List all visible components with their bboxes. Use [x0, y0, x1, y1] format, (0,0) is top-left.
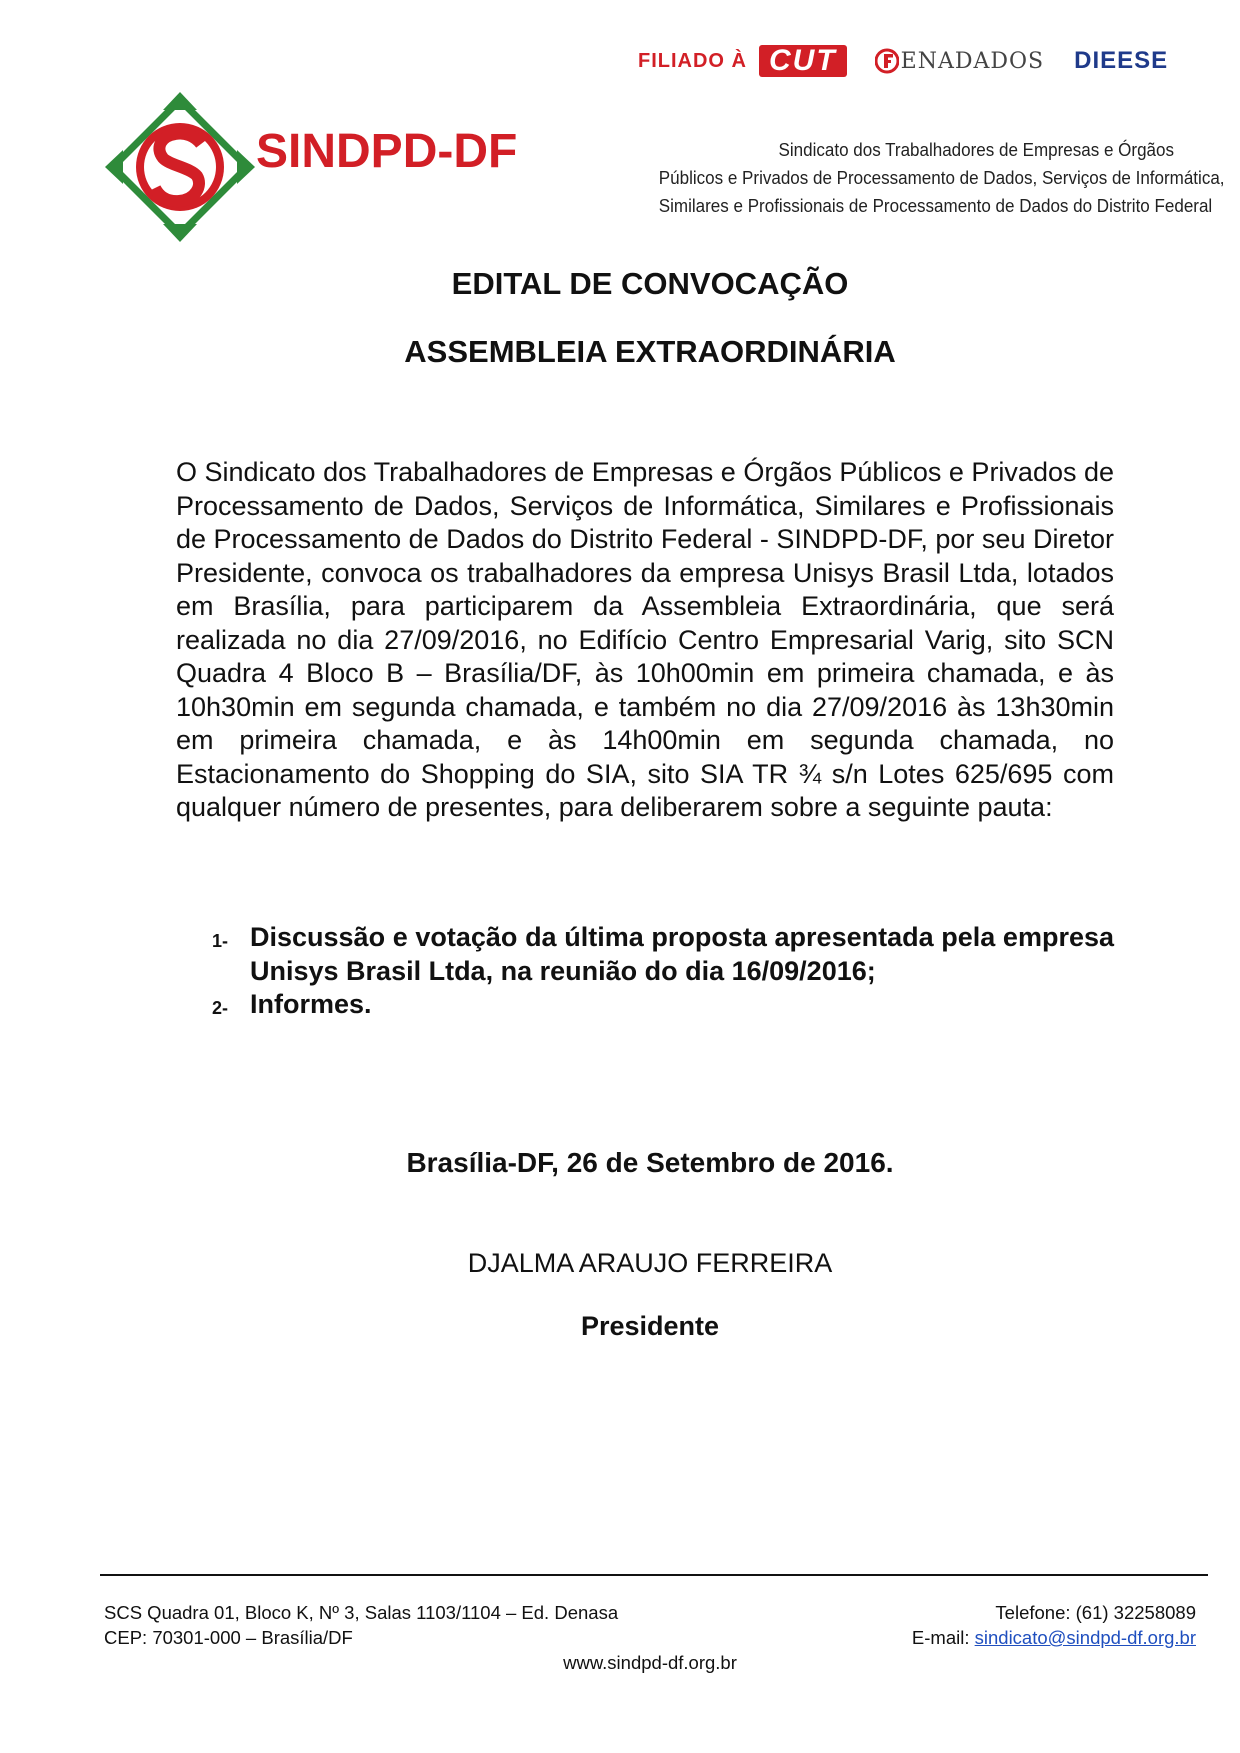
convocation-body: O Sindicato dos Trabalhadores de Empresas e Órgãos Públicos e Privados de Processamento de Dados, Serviços de Informática, Similares e Profissionais de Processamento de Dados do Distrito Federal - SINDPD-DF, por seu Diretor Presidente, convoca os trabalhadores da empresa Unisys Brasil Ltda, lotados em Brasília, para participarem da Assembleia Extraordinária, que será realizada no dia 27/09/2016, no Edifício Centro Empresarial Varig, sito SCN Quadra 4 Bloco B – Brasília/DF, às 10h00min em primeira chamada, e às 10h30min em segunda chamada, e também no dia 27/09/2016 às 13h30min em primeira chamada, e às 14h00min em segunda chamada, no Estacionamento do Shopping do SIA, sito SIA TR ¾ s/n Lotes 625/695 com qualquer número de presentes, para deliberarem sobre a seguinte pauta: [176, 457, 1115, 822]
logo-text: SINDPD-DF [256, 125, 518, 178]
agenda-number: 1- [212, 931, 229, 951]
email-line [912, 1625, 1196, 1650]
fenadados-logo [875, 48, 1044, 74]
document-title: EDITAL DE CONVOCAÇÃO [451, 266, 849, 301]
org-name-line: Similares e Profissionais de Processamento de Dados do Distrito Federal [658, 195, 1213, 216]
signer-role: Presidente [580, 1311, 720, 1341]
dieese-logo: DIEESE [1074, 47, 1169, 74]
email-label: E-mail: [911, 1627, 975, 1648]
agenda-number: 2- [212, 998, 229, 1018]
agenda-item [212, 988, 1114, 1026]
cut-logo: CUT [759, 45, 847, 77]
organization-name [658, 136, 1225, 220]
agenda-text: Informes. [250, 989, 372, 1019]
affiliation-label: FILIADO À [638, 49, 747, 72]
agenda-list [212, 921, 1114, 1026]
signer-name: DJALMA ARAUJO FERREIRA [467, 1248, 833, 1278]
agenda-item [212, 921, 1114, 988]
fenadados-text: ENADADOS [900, 48, 1045, 74]
address-line: CEP: 70301-000 – Brasília/DF [104, 1627, 353, 1648]
footer-address [104, 1600, 618, 1650]
affiliation-strip [638, 44, 1168, 78]
phone-text: Telefone: (61) 32258089 [995, 1602, 1196, 1623]
document-subtitle: ASSEMBLEIA EXTRAORDINÁRIA [404, 334, 896, 369]
sindpd-logo-icon [105, 92, 255, 242]
address-line: SCS Quadra 01, Bloco K, Nº 3, Salas 1103/1104 – Ed. Denasa [104, 1602, 619, 1623]
email-link[interactable]: sindicato@sindpd-df.org.br [974, 1627, 1196, 1648]
org-name-line: Sindicato dos Trabalhadores de Empresas e Órgãos [778, 139, 1174, 160]
place-date: Brasília-DF, 26 de Setembro de 2016. [406, 1147, 894, 1178]
agenda-text: Discussão e votação da última proposta apresentada pela empresa Unisys Brasil Ltda, na reunião do dia 16/09/2016; [250, 922, 1114, 986]
website-text: www.sindpd-df.org.br [563, 1652, 737, 1673]
footer-divider [100, 1574, 1208, 1576]
footer-contact [912, 1600, 1196, 1650]
org-name-line: Públicos e Privados de Processamento de Dados, Serviços de Informática, [658, 167, 1225, 188]
fenadados-f-icon [875, 48, 899, 74]
